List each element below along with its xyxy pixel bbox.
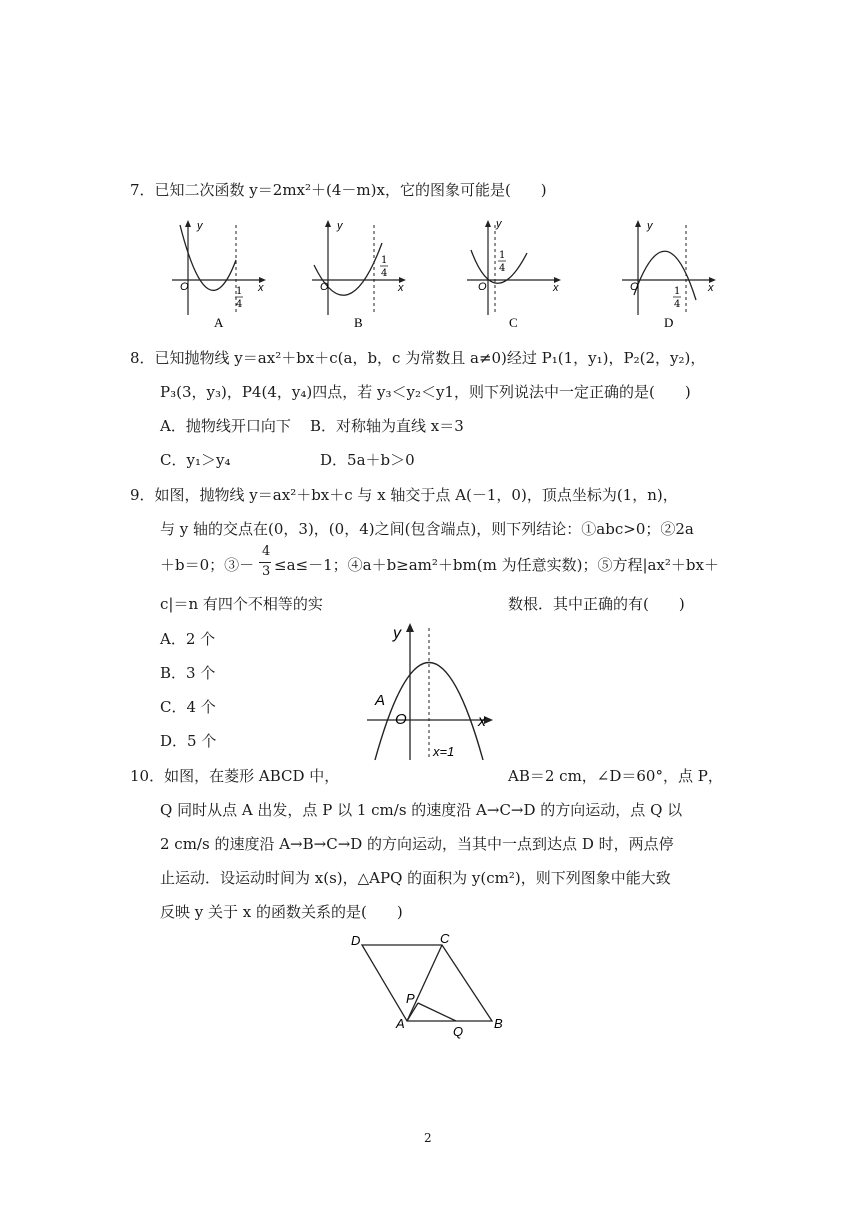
q8-option-a: A．抛物线开口向下 <box>160 417 291 435</box>
q7-graph-a <box>170 215 270 335</box>
svg-text:y: y <box>647 220 653 232</box>
q9-fraction-numerator: 4 <box>262 544 271 559</box>
svg-text:y: y <box>197 220 203 232</box>
svg-text:A: A <box>396 1016 405 1031</box>
q9-option-c: C．4 个 <box>160 698 216 716</box>
svg-text:x: x <box>553 282 559 294</box>
q10-rhombus-figure <box>345 928 525 1043</box>
svg-text:4: 4 <box>236 299 243 310</box>
svg-text:x: x <box>258 282 264 294</box>
q9-parabola-figure <box>365 620 505 765</box>
q8-option-c: C．y₁＞y₄ <box>160 451 231 469</box>
svg-text:y: y <box>496 218 502 230</box>
svg-text:C: C <box>440 931 450 946</box>
q7-stem: 7．已知二次函数 y＝2mx²＋(4－m)x，它的图象可能是( ) <box>130 181 547 199</box>
svg-text:1: 1 <box>381 255 388 266</box>
q9-option-b: B．3 个 <box>160 664 216 682</box>
svg-text:1: 1 <box>499 250 506 261</box>
q8-line-1: 8．已知抛物线 y＝ax²＋bx＋c(a，b，c 为常数且 a≠0)经过 P₁(1，y₁)，P₂(2，y₂)， <box>130 349 706 367</box>
q10-line-5: 反映 y 关于 x 的函数关系的是( ) <box>160 903 403 921</box>
q9-fraction-bar <box>259 562 271 563</box>
svg-text:D: D <box>351 933 361 948</box>
svg-text:Q: Q <box>453 1024 464 1039</box>
svg-text:y: y <box>337 220 343 232</box>
svg-text:1: 1 <box>236 286 243 297</box>
svg-text:O: O <box>395 711 407 728</box>
svg-text:x: x <box>708 282 714 294</box>
svg-text:y: y <box>393 625 401 642</box>
q7-option-d: D <box>664 315 674 330</box>
q7-option-b: B <box>354 315 363 330</box>
svg-text:1: 1 <box>674 286 681 297</box>
q8-option-b: B．对称轴为直线 x＝3 <box>310 417 464 435</box>
svg-text:4: 4 <box>381 268 388 279</box>
svg-text:x=1: x=1 <box>433 744 455 759</box>
svg-text:B: B <box>494 1016 503 1031</box>
q10-line-1b: AB＝2 cm，∠D＝60°，点 P， <box>508 767 723 785</box>
svg-text:O: O <box>180 281 189 293</box>
q9-line-2: 与 y 轴的交点在(0，3)，(0，4)之间(包含端点)，则下列结论：①abc>0；②2a <box>160 520 694 538</box>
q10-line-3: 2 cm/s 的速度沿 A→B→C→D 的方向运动，当其中一点到达点 D 时，两点停 <box>160 835 674 853</box>
q9-option-d: D．5 个 <box>160 732 217 750</box>
q10-line-2: Q 同时从点 A 出发，点 P 以 1 cm/s 的速度沿 A→C→D 的方向运动，点 Q 以 <box>160 801 683 819</box>
q8-option-d: D．5a＋b＞0 <box>320 451 415 469</box>
svg-text:P: P <box>406 991 415 1006</box>
q9-line-1: 9．如图，抛物线 y＝ax²＋bx＋c 与 x 轴交于点 A(－1，0)，顶点坐标为(1，n)， <box>130 486 678 504</box>
q7-graph-c <box>465 215 565 335</box>
svg-text:O: O <box>320 281 329 293</box>
svg-text:x: x <box>478 713 486 730</box>
q7-option-c: C <box>509 315 518 330</box>
q7-graph-d <box>620 215 720 335</box>
q7-graph-b <box>310 215 410 335</box>
q9-line-3b: ≤a≤－1；④a＋b≥am²＋bm(m 为任意实数)；⑤方程|ax²＋bx＋ <box>274 556 719 574</box>
q10-line-1a: 10．如图，在菱形 ABCD 中， <box>130 767 340 785</box>
q10-line-4: 止运动．设运动时间为 x(s)，△APQ 的面积为 y(cm²)，则下列图象中能大致 <box>160 869 671 887</box>
q9-line-4b: 数根．其中正确的有( ) <box>508 595 685 613</box>
page-number: 2 <box>424 1131 432 1145</box>
svg-text:x: x <box>398 282 404 294</box>
svg-text:O: O <box>478 281 487 293</box>
svg-text:A: A <box>375 692 386 709</box>
q9-line-3a: ＋b＝0；③－ <box>160 556 255 574</box>
q8-line-2: P₃(3，y₃)，P4(4，y₄)四点，若 y₃＜y₂＜y1，则下列说法中一定正确的是( ) <box>160 383 691 401</box>
q9-line-4a: c|＝n 有四个不相等的实 <box>160 595 323 613</box>
q7-option-a: A <box>214 315 224 330</box>
svg-text:4: 4 <box>499 263 506 274</box>
svg-text:O: O <box>630 281 639 293</box>
q9-fraction-denominator: 3 <box>262 564 271 579</box>
svg-text:4: 4 <box>674 299 681 310</box>
q9-option-a: A．2 个 <box>160 630 216 648</box>
